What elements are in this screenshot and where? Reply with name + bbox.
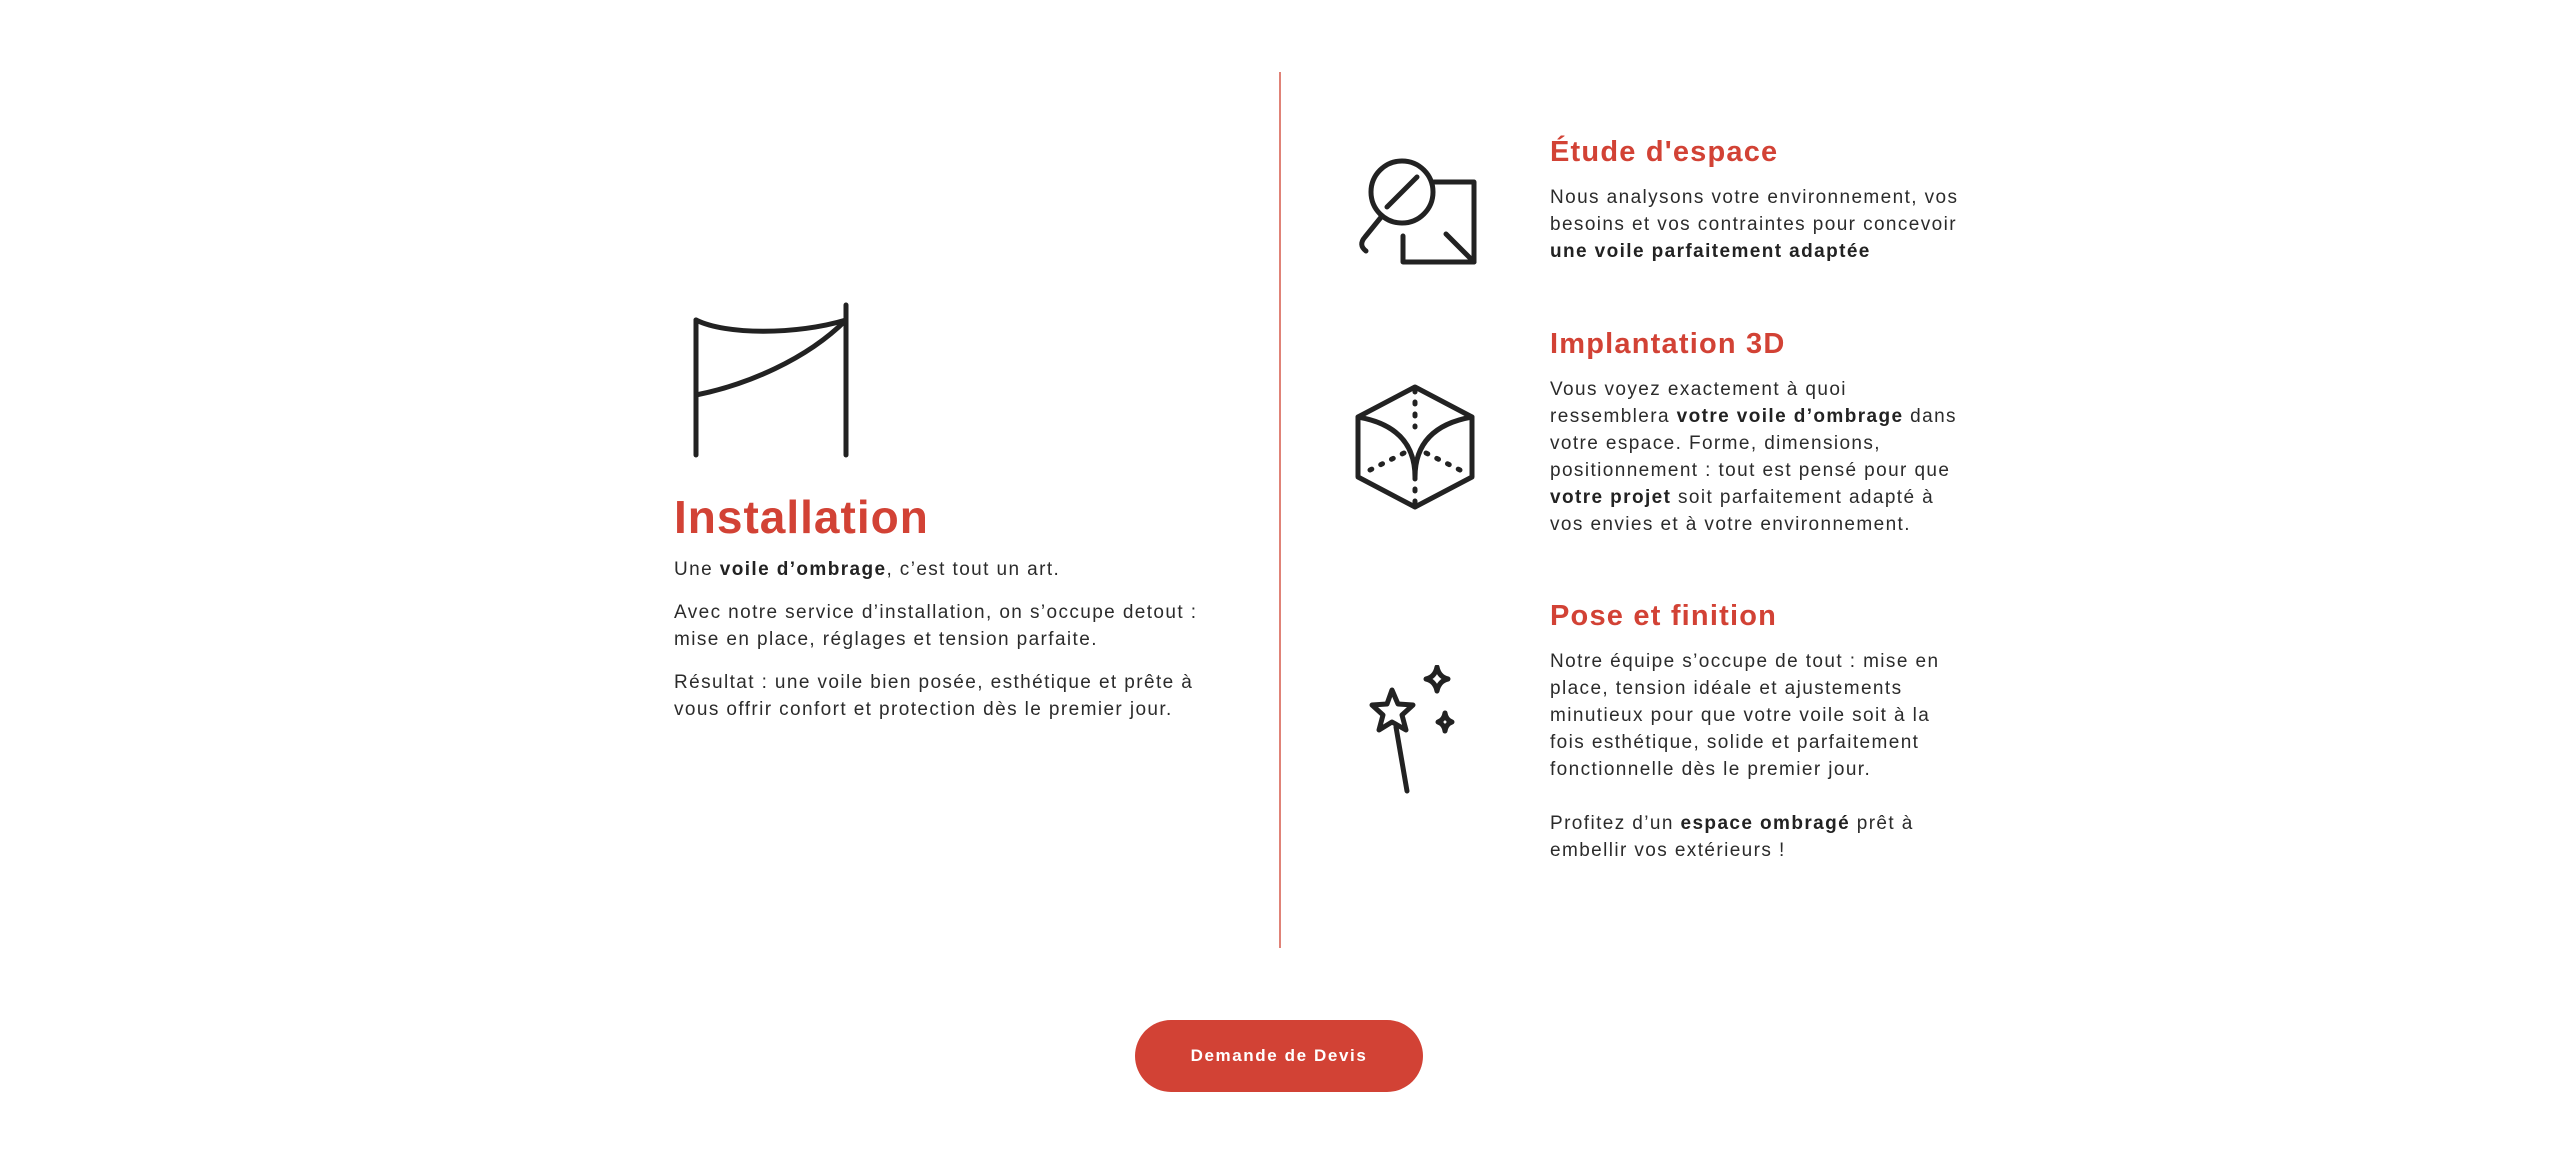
feature-text-implantation: Vous voyez exactement à quoi ressemblera votre voile d’ombrage dans votre espace. Forme, dimensions, positionnement : tout est pensé pour que votre projet soit parfaitement adapté à vos envies et à votre environnement. (1550, 379, 1957, 535)
request-quote-button[interactable]: Demande de Devis (1135, 1020, 1423, 1092)
feature-title-etude: Étude d'espace (1550, 136, 1779, 168)
magnifier-search-icon (1350, 150, 1480, 280)
feature-title-implantation: Implantation 3D (1550, 328, 1786, 360)
cube-3d-icon (1350, 382, 1480, 512)
shade-sail-icon (686, 300, 854, 460)
magic-wand-stars-icon (1362, 665, 1492, 795)
vertical-divider (1279, 72, 1281, 948)
feature-text-etude: Nous analysons votre environnement, vos besoins et vos contraintes pour concevoir une voile parfaitement adaptée (1550, 187, 1959, 262)
installation-para-3: Résultat : une voile bien posée, esthétique et prête à vous offrir confort et protection dès le premier jour. (674, 672, 1194, 720)
installation-para-1: Une voile d’ombrage, c’est tout un art. (674, 559, 1061, 580)
installation-description (674, 556, 1234, 739)
installation-para-2: Avec notre service d’installation, on s’occupe detout : mise en place, réglages et tension parfaite. (674, 602, 1198, 650)
installation-title: Installation (674, 491, 929, 543)
feature-text-pose: Notre équipe s’occupe de tout : mise en place, tension idéale et ajustements minutieux pour que votre voile soit à la fois esthétique, solide et parfaitement fonctionnelle dès le premier jour. Profitez d’un espace ombragé prêt à embellir vos extérieurs ! (1550, 651, 1940, 861)
feature-title-pose: Pose et finition (1550, 600, 1778, 632)
